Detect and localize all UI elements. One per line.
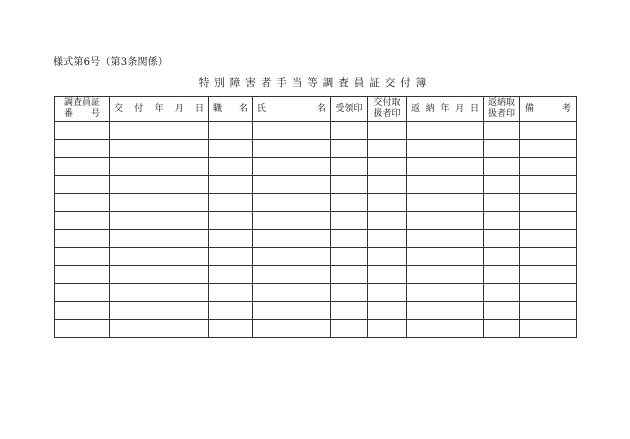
cell-remarks[interactable] [520,212,577,230]
cell-remarks[interactable] [520,176,577,194]
cell-issue-date[interactable] [110,248,209,266]
cell-issuer-seal[interactable] [368,284,407,302]
cell-id-number[interactable] [55,122,110,140]
cell-return-handler-seal[interactable] [484,248,520,266]
cell-receipt-seal[interactable] [331,248,368,266]
cell-issue-date[interactable] [110,122,209,140]
cell-issuer-seal[interactable] [368,176,407,194]
cell-receipt-seal[interactable] [331,140,368,158]
header-name [253,97,331,122]
header-receipt-seal [331,97,368,122]
cell-id-number[interactable] [55,320,110,338]
header-return-date-part: 返 [411,103,421,114]
header-issuer-seal-line2: 扱者印 [373,109,401,119]
cell-position[interactable] [209,302,253,320]
cell-name[interactable] [253,212,331,230]
cell-remarks[interactable] [520,320,577,338]
header-remarks [520,97,577,122]
cell-remarks[interactable] [520,140,577,158]
cell-id-number[interactable] [55,302,110,320]
cell-name[interactable] [253,248,331,266]
cell-receipt-seal[interactable] [331,302,368,320]
register-body [55,122,577,338]
cell-remarks[interactable] [520,284,577,302]
header-remarks-part: 備 [525,103,535,114]
cell-position[interactable] [209,122,253,140]
cell-id-number[interactable] [55,230,110,248]
table-row [55,194,577,212]
cell-issue-date[interactable] [110,158,209,176]
cell-return-date[interactable] [407,248,484,266]
cell-issue-date[interactable] [110,140,209,158]
header-issue-date-part: 年 [154,103,164,114]
cell-return-date[interactable] [407,194,484,212]
table-row [55,140,577,158]
header-return-date-part: 日 [469,103,479,114]
cell-position[interactable] [209,158,253,176]
cell-remarks[interactable] [520,122,577,140]
cell-return-handler-seal[interactable] [484,212,520,230]
cell-remarks[interactable] [520,266,577,284]
header-issue-date-part: 日 [194,103,204,114]
cell-return-date[interactable] [407,158,484,176]
cell-id-number[interactable] [55,248,110,266]
cell-id-number[interactable] [55,140,110,158]
cell-position[interactable] [209,194,253,212]
cell-return-date[interactable] [407,122,484,140]
cell-receipt-seal[interactable] [331,176,368,194]
cell-issue-date[interactable] [110,212,209,230]
header-issue-date-part: 月 [174,103,184,114]
cell-id-number[interactable] [55,194,110,212]
cell-id-number[interactable] [55,176,110,194]
cell-name[interactable] [253,140,331,158]
header-id-number [55,97,110,122]
header-position-part: 職 [213,103,223,114]
cell-return-date[interactable] [407,230,484,248]
cell-name[interactable] [253,320,331,338]
table-row [55,284,577,302]
cell-return-date[interactable] [407,266,484,284]
cell-name[interactable] [253,284,331,302]
cell-remarks[interactable] [520,302,577,320]
cell-issuer-seal[interactable] [368,230,407,248]
cell-receipt-seal[interactable] [331,122,368,140]
header-name-part: 氏 [257,103,267,114]
header-return-date-part: 年 [440,103,450,114]
cell-name[interactable] [253,158,331,176]
cell-issue-date[interactable] [110,176,209,194]
header-id-number-line2: 番 号 [63,109,100,119]
cell-remarks[interactable] [520,248,577,266]
cell-position[interactable] [209,212,253,230]
header-return-date-part: 納 [425,103,435,114]
cell-issuer-seal[interactable] [368,140,407,158]
cell-issuer-seal[interactable] [368,302,407,320]
cell-position[interactable] [209,248,253,266]
cell-id-number[interactable] [55,266,110,284]
table-row [55,320,577,338]
cell-position[interactable] [209,176,253,194]
header-id-number-line1: 調査員証 [63,98,100,108]
cell-return-handler-seal[interactable] [484,230,520,248]
cell-return-date[interactable] [407,284,484,302]
header-return-date-part: 月 [455,103,465,114]
cell-remarks[interactable] [520,194,577,212]
cell-id-number[interactable] [55,158,110,176]
cell-issuer-seal[interactable] [368,122,407,140]
cell-remarks[interactable] [520,230,577,248]
cell-issue-date[interactable] [110,194,209,212]
table-row [55,176,577,194]
cell-receipt-seal[interactable] [331,230,368,248]
cell-return-date[interactable] [407,176,484,194]
cell-return-handler-seal[interactable] [484,320,520,338]
header-return-handler-seal [484,97,520,122]
cell-issue-date[interactable] [110,230,209,248]
cell-id-number[interactable] [55,284,110,302]
header-remarks-part: 考 [561,103,571,114]
table-row [55,230,577,248]
cell-name[interactable] [253,230,331,248]
cell-return-handler-seal[interactable] [484,266,520,284]
header-position-part: 名 [238,103,248,114]
cell-issue-date[interactable] [110,266,209,284]
cell-return-handler-seal[interactable] [484,302,520,320]
form-number: 様式第6号（第3条関係） [53,57,169,68]
page-title: 特別障害者手当等調査員証交付簿 [198,77,432,89]
header-row [55,97,577,122]
cell-issuer-seal[interactable] [368,194,407,212]
cell-return-date[interactable] [407,320,484,338]
header-issue-date-part: 付 [134,103,144,114]
cell-receipt-seal[interactable] [331,212,368,230]
cell-issuer-seal[interactable] [368,248,407,266]
cell-return-handler-seal[interactable] [484,158,520,176]
table-row [55,212,577,230]
cell-issuer-seal[interactable] [368,266,407,284]
cell-issue-date[interactable] [110,320,209,338]
cell-position[interactable] [209,230,253,248]
header-position [209,97,253,122]
cell-position[interactable] [209,266,253,284]
cell-return-handler-seal[interactable] [484,122,520,140]
cell-position[interactable] [209,284,253,302]
cell-issuer-seal[interactable] [368,320,407,338]
cell-issue-date[interactable] [110,284,209,302]
cell-issuer-seal[interactable] [368,158,407,176]
cell-name[interactable] [253,122,331,140]
cell-position[interactable] [209,140,253,158]
header-receipt-seal-label: 受領印 [335,103,363,114]
header-return-date [407,97,484,122]
header-return-handler-seal-line1: 返納取 [487,98,515,108]
cell-issue-date[interactable] [110,302,209,320]
cell-id-number[interactable] [55,212,110,230]
header-issue-date [110,97,209,122]
table-row [55,122,577,140]
table-row [55,266,577,284]
table-row [55,302,577,320]
cell-name[interactable] [253,266,331,284]
cell-name[interactable] [253,194,331,212]
cell-receipt-seal[interactable] [331,194,368,212]
cell-return-date[interactable] [407,212,484,230]
cell-return-date[interactable] [407,140,484,158]
cell-name[interactable] [253,302,331,320]
table-row [55,158,577,176]
header-issue-date-part: 交 [114,103,124,114]
cell-receipt-seal[interactable] [331,158,368,176]
cell-name[interactable] [253,176,331,194]
cell-remarks[interactable] [520,158,577,176]
register-table [54,96,577,338]
cell-receipt-seal[interactable] [331,266,368,284]
cell-issuer-seal[interactable] [368,212,407,230]
cell-return-date[interactable] [407,302,484,320]
header-name-part: 名 [316,103,326,114]
cell-return-handler-seal[interactable] [484,176,520,194]
cell-return-handler-seal[interactable] [484,140,520,158]
header-issuer-seal [368,97,407,122]
cell-return-handler-seal[interactable] [484,284,520,302]
cell-receipt-seal[interactable] [331,284,368,302]
table-row [55,248,577,266]
cell-receipt-seal[interactable] [331,320,368,338]
cell-position[interactable] [209,320,253,338]
header-return-handler-seal-line2: 扱者印 [487,109,515,119]
cell-return-handler-seal[interactable] [484,194,520,212]
header-issuer-seal-line1: 交付取 [373,98,401,108]
